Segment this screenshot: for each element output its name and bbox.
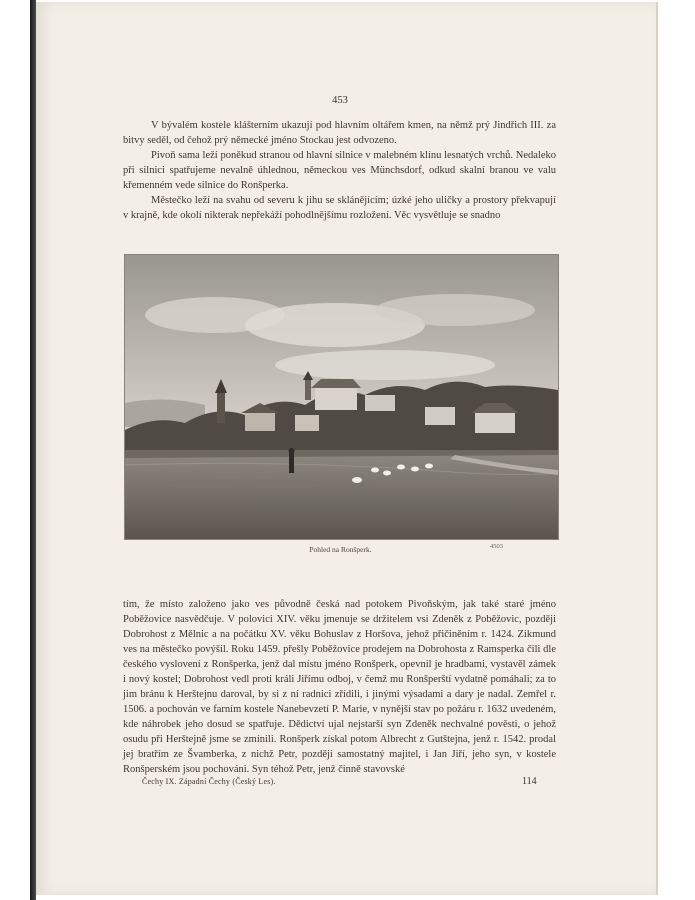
paragraph-3: Městečko leží na svahu od severu k jihu se sklánějícím; úzké jeho uličky a prostory překvapují v krajně, kde okolí nikterak nepřekáží pohodlnějšímu rozložení. Věc vysvětluje se snadno: [123, 195, 556, 221]
figure-caption: Pohled na Ronšperk.: [309, 545, 372, 554]
plate-number: 4503: [490, 543, 503, 550]
paragraph-4: tím, že místo založeno jako ves původně česká nad potokem Pivoňským, jak také staré jméno Poběžovice nasvědčuje. V polovici XIV. věku jmenuje se držitelem vsi Zdeněk z Poběžovic, později Dobrohost z Mělnic a na počátku XV. věku Bohuslav z Horšova, jehož přičiněním r. 1424. Zikmund ves na městečko povýšil. Roku 1459. přešly Poběžovice prodejem na Dobrohosta z Ramsperka čili dle českého vyslovení z Ronšperka, jenž dal místu jméno Ronšperk, opevnil je hradbami, vystavěl zámek i nový kostel; Dobrohost vedl proti králi Jiřímu odboj, v čemž mu Ronšperští vydatně pomáhali; za to jim bránu k Herštejnu daroval, by si z ní radnici zřídili, i jinými výsadami a dary je nadal. Zemřel r. 1506. a pochován ve farním kostele Nanebevzetí P. Marie, v nynější stav po požáru r. 1632 uvedeném, kde náhrobek jeho dosud se spatřuje. Dědictví ujal nejstarší syn Zdeněk nechvalné pověsti, o jehož osudu při Herštejně jsme se zmínili. Ronšperk získal potom Albrecht z Gutštejna, jenž r. 1542. prodal jej bratřím ze Švamberka, z nichž Petr, později samostatný majitel, i Jan Jiří, jeho syn, v kostele Ronšperském jsou pochováni. Syn téhož Petr, jenž činně stavovské: [123, 599, 556, 775]
illustration-ronsperk-view: [124, 254, 559, 540]
page-number: 453: [332, 95, 348, 106]
paragraph-2: Pivoň sama leží poněkud stranou od hlavní silnice v malebném klínu lesnatých vrchů. Nedaleko při silnici spatřujeme nevalně úhlednou, německou ves Münchsdorf, odkud skalní branou ve valu křemenném vede silnice do Ronšperka.: [123, 150, 556, 191]
footer-sheet-number: 114: [522, 776, 537, 787]
footer-series-title: Čechy IX. Západní Čechy (Český Les).: [142, 777, 276, 786]
paragraph-1: V bývalém kostele klášterním ukazují pod hlavním oltářem kmen, na němž prý Jindřich III. za bitvy seděl, od čehož prý německé jméno Stockau jest odvozeno.: [123, 120, 556, 146]
bottom-text-block: [123, 597, 556, 777]
top-text-block: [123, 118, 556, 223]
